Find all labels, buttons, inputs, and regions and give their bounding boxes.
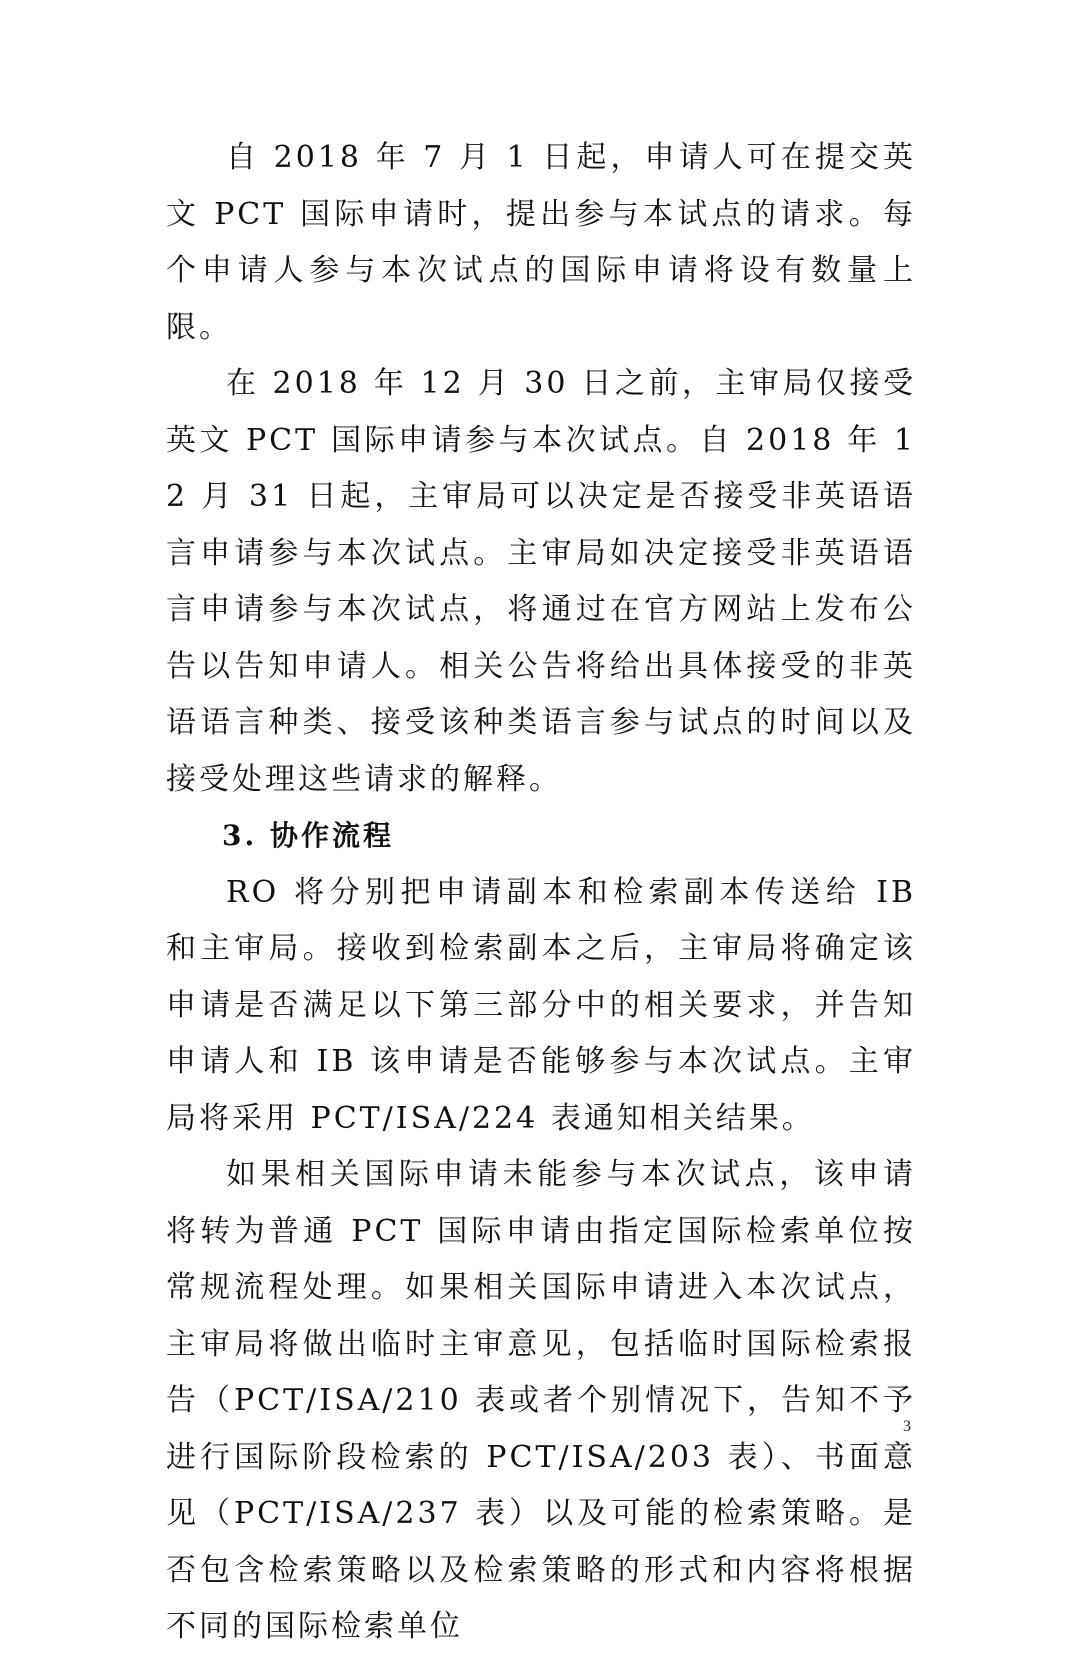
section-heading-collaboration-process: 3. 协作流程: [222, 819, 394, 852]
paragraph-language-scope: 在 2018 年 12 月 30 日之前，主审局仅接受英文 PCT 国际申请参与本次试点。自 2018 年 12 月 31 日起，主审局可以决定是否接受非英语语言申请参与本次试点。主审局如决定接受非英语语言申请参与本次试点，将通过在官方网站上发布公告以告知申请人。相关公告将给出具体接受的非英语语言种类、接受该种类语言参与试点的时间以及接受处理这些请求的解释。: [166, 366, 916, 797]
document-body: [166, 130, 916, 1656]
page-number: 3: [903, 1418, 911, 1435]
paragraph-effective-date: 自 2018 年 7 月 1 日起，申请人可在提交英文 PCT 国际申请时，提出参与本试点的请求。每个申请人参与本次试点的国际申请将设有数量上限。: [166, 140, 916, 345]
paragraph-provisional-opinion: 如果相关国际申请未能参与本次试点，该申请将转为普通 PCT 国际申请由指定国际检索单位按常规流程处理。如果相关国际申请进入本次试点，主审局将做出临时主审意见，包括临时国际检索报告（PCT/ISA/210 表或者个别情况下，告知不予进行国际阶段检索的 PCT/ISA/203 表）、书面意见（PCT/ISA/237 表）以及可能的检索策略。是否包含检索策略以及检索策略的形式和内容将根据不同的国际检索单位: [166, 1157, 916, 1644]
paragraph-transmission: RO 将分别把申请副本和检索副本传送给 IB 和主审局。接收到检索副本之后，主审局将确定该申请是否满足以下第三部分中的相关要求，并告知申请人和 IB 该申请是否能够参与本次试点。主审局将采用 PCT/ISA/224 表通知相关结果。: [166, 874, 916, 1136]
